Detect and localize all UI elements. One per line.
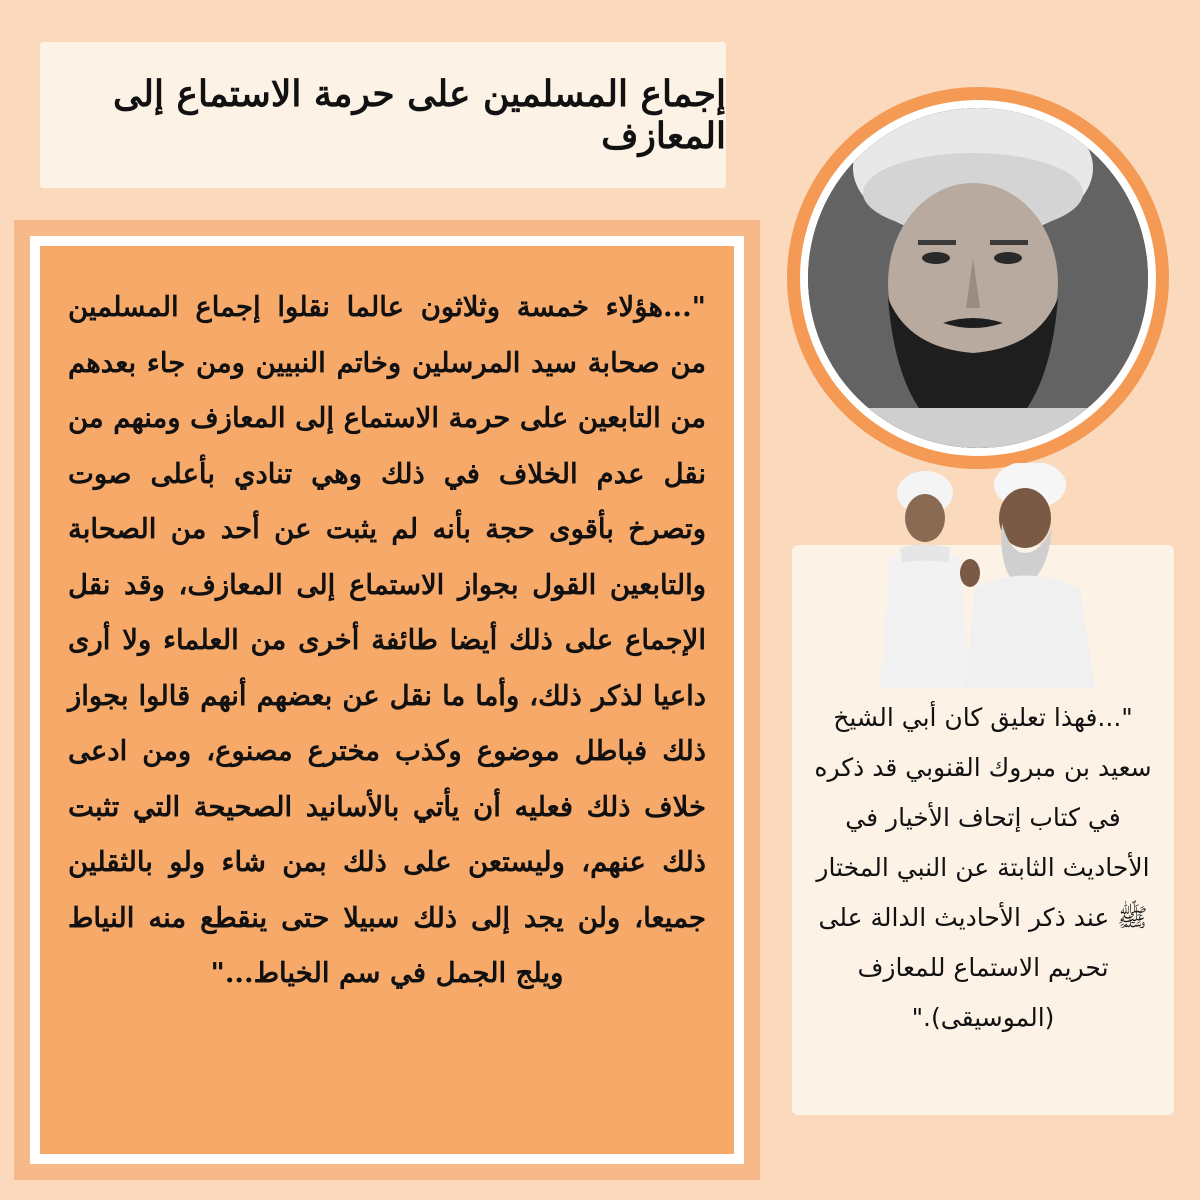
quote-panel: [40, 246, 734, 1154]
father-and-son-photo: [870, 463, 1100, 688]
side-quote-card: [792, 545, 1174, 1115]
page-title: إجماع المسلمين على حرمة الاستماع إلى المعازف: [113, 73, 726, 157]
side-quote: "...فهذا تعليق كان أبي الشيخ سعيد بن مبروك القنوبي قد ذكره في كتاب إتحاف الأخيار في الأحاديث الثابتة عن النبي المختار ﷺ عند ذكر الأحاديث الدالة على تحريم الاستماع للمعازف (الموسيقى).": [814, 703, 1152, 1032]
portrait-photo: [808, 108, 1148, 448]
portrait-border: [800, 100, 1156, 456]
portrait-illustration: [808, 108, 1148, 448]
main-quote: "...هؤلاء خمسة وثلاثون عالما نقلوا إجماع المسلمين من صحابة سيد المرسلين وخاتم النبيين ومن جاء بعدهم من التابعين على حرمة الاستماع إلى المعازف ومنهم من نقل عدم الخلاف في ذلك وهي تنادي بأعلى صوت وتصرخ بأقوى حجة بأنه لم يثبت عن أحد من الصحابة والتابعين القول بجواز الاستماع إلى المعازف، وقد نقل الإجماع على ذلك أيضا طائفة أخرى من العلماء ولا أرى داعيا لذكر ذلك، وأما ما نقل عن بعضهم أنهم قالوا بجواز ذلك فباطل موضوع وكذب مخترع مصنوع، ومن ادعى خلاف ذلك فعليه أن يأتي بالأسانيد الصحيحة التي تثبت ذلك عنهم، وليستعن على ذلك بمن شاء ولو بالثقلين جميعا، ولن يجد إلى ذلك سبيلا حتى ينقطع منه النياط ويلج الجمل في سم الخياط...": [68, 291, 706, 989]
people-illustration: [870, 463, 1100, 688]
quote-frame: [14, 220, 760, 1180]
title-card: [40, 42, 726, 188]
quote-border: [30, 236, 744, 1164]
portrait-frame: [787, 87, 1169, 469]
